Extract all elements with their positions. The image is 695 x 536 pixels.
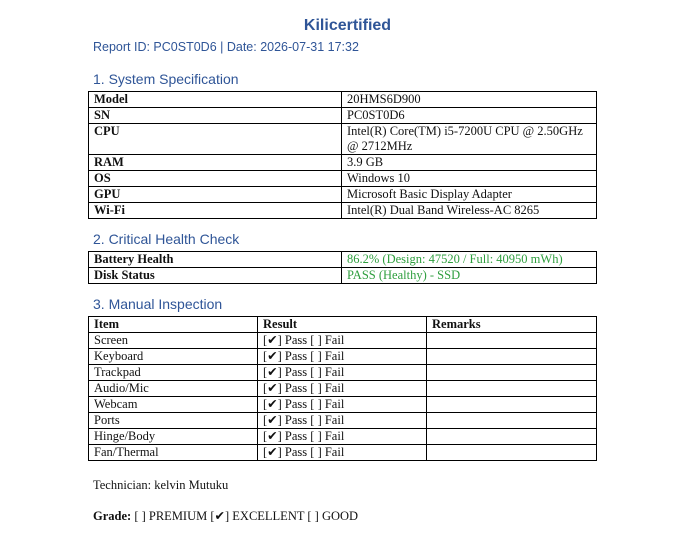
manual-row	[89, 445, 597, 461]
manual-remarks	[427, 381, 597, 397]
manual-result: [✔] Pass [ ] Fail	[258, 365, 427, 381]
spec-row	[89, 124, 597, 155]
spec-row	[89, 187, 597, 203]
manual-result: [✔] Pass [ ] Fail	[258, 333, 427, 349]
spec-value: 20HMS6D900	[342, 92, 597, 108]
manual-row	[89, 349, 597, 365]
report-title: Kilicertified	[303, 17, 392, 34]
health-label: Disk Status	[89, 268, 342, 284]
manual-remarks	[427, 413, 597, 429]
section-heading-manual: 3. Manual Inspection	[93, 296, 223, 312]
manual-result: [✔] Pass [ ] Fail	[258, 445, 427, 461]
manual-header-row	[89, 317, 597, 333]
health-table	[88, 251, 597, 284]
spec-value: 3.9 GB	[342, 155, 597, 171]
grade-line	[93, 508, 358, 524]
spec-label: Wi-Fi	[89, 203, 342, 219]
manual-row	[89, 429, 597, 445]
header-item: Item	[89, 317, 258, 333]
manual-item: Fan/Thermal	[89, 445, 258, 461]
spec-value: Microsoft Basic Display Adapter	[342, 187, 597, 203]
header-remarks: Remarks	[427, 317, 597, 333]
manual-result: [✔] Pass [ ] Fail	[258, 381, 427, 397]
manual-result: [✔] Pass [ ] Fail	[258, 349, 427, 365]
report-meta: Report ID: PC0ST0D6 | Date: 2026-07-31 17:32	[93, 40, 359, 54]
manual-row	[89, 365, 597, 381]
spec-row	[89, 92, 597, 108]
manual-item: Trackpad	[89, 365, 258, 381]
manual-item: Webcam	[89, 397, 258, 413]
spec-label: OS	[89, 171, 342, 187]
spec-label: Model	[89, 92, 342, 108]
manual-item: Screen	[89, 333, 258, 349]
health-value: PASS (Healthy) - SSD	[342, 268, 597, 284]
manual-remarks	[427, 429, 597, 445]
manual-item: Keyboard	[89, 349, 258, 365]
spec-label: CPU	[89, 124, 342, 155]
header-result: Result	[258, 317, 427, 333]
health-value: 86.2% (Design: 47520 / Full: 40950 mWh)	[342, 252, 597, 268]
manual-result: [✔] Pass [ ] Fail	[258, 429, 427, 445]
grade-label: Grade:	[93, 509, 132, 523]
manual-item: Audio/Mic	[89, 381, 258, 397]
spec-row	[89, 155, 597, 171]
spec-label: GPU	[89, 187, 342, 203]
manual-remarks	[427, 397, 597, 413]
spec-label: RAM	[89, 155, 342, 171]
manual-row	[89, 333, 597, 349]
health-row	[89, 252, 597, 268]
spec-value: Intel(R) Dual Band Wireless-AC 8265	[342, 203, 597, 219]
spec-value: PC0ST0D6	[342, 108, 597, 124]
section-heading-health: 2. Critical Health Check	[93, 231, 240, 247]
health-row	[89, 268, 597, 284]
manual-table	[88, 316, 597, 461]
spec-table	[88, 91, 597, 219]
manual-remarks	[427, 333, 597, 349]
spec-row	[89, 108, 597, 124]
manual-result: [✔] Pass [ ] Fail	[258, 413, 427, 429]
health-label: Battery Health	[89, 252, 342, 268]
manual-remarks	[427, 365, 597, 381]
spec-row	[89, 171, 597, 187]
manual-row	[89, 413, 597, 429]
spec-value: Windows 10	[342, 171, 597, 187]
manual-result: [✔] Pass [ ] Fail	[258, 397, 427, 413]
spec-value: Intel(R) Core(TM) i5-7200U CPU @ 2.50GHz @ 2712MHz	[342, 124, 597, 155]
spec-row	[89, 203, 597, 219]
manual-item: Ports	[89, 413, 258, 429]
manual-remarks	[427, 445, 597, 461]
section-heading-spec: 1. System Specification	[93, 71, 239, 87]
manual-remarks	[427, 349, 597, 365]
manual-row	[89, 397, 597, 413]
spec-label: SN	[89, 108, 342, 124]
technician-line: Technician: kelvin Mutuku	[93, 478, 229, 492]
manual-row	[89, 381, 597, 397]
grade-options: [ ] PREMIUM [✔] EXCELLENT [ ] GOOD	[134, 509, 359, 523]
manual-item: Hinge/Body	[89, 429, 258, 445]
